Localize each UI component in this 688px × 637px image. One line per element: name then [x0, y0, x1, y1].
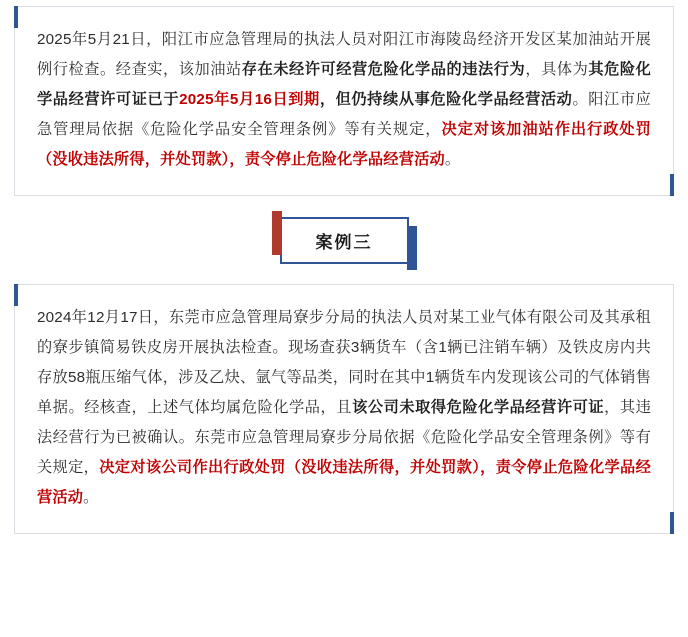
case-three-card — [14, 284, 674, 534]
body-text: ，具体为 — [525, 61, 589, 78]
document-page — [0, 6, 688, 637]
case-two-card — [14, 6, 674, 196]
case-banner — [280, 217, 409, 264]
card-accent-top-left — [14, 284, 18, 306]
body-text: 。阳江市应急管理局依据《危险化学品安全管理条例》等有关规定， — [37, 91, 652, 138]
case-banner-wrap — [0, 196, 688, 284]
case-three-paragraph — [37, 303, 651, 513]
body-text: 。 — [444, 151, 461, 168]
emphasis-bold: 其危险化学品经营许可证已于 — [37, 61, 651, 108]
body-text: 2024年12月17日，东莞市应急管理局寮步分局的执法人员对某工业气体有限公司及其承租的寮步镇简易铁皮房开展执法检查。现场查获3辆货车（含1辆已注销车辆）及铁皮房内共存放58瓶压缩气体，涉及乙炔、氩气等品类，同时在其中1辆货车内发现该公司的气体销售单据。经核查，上述气体均属危险化学品，且 — [37, 309, 651, 416]
banner-tab-blue — [407, 226, 417, 270]
case-two-paragraph — [37, 25, 651, 175]
card-accent-top-left — [14, 6, 18, 28]
emphasis-red: 决定对该公司作出行政处罚（没收违法所得，并处罚款），责令停止危险化学品经营活动 — [37, 459, 651, 506]
body-text: 。 — [83, 489, 99, 506]
emphasis-bold: ，但仍持续从事危险化学品经营活动 — [319, 91, 573, 108]
emphasis-bold: 存在未经许可经营危险化学品的违法行为 — [241, 61, 526, 78]
card-accent-bottom-right — [670, 174, 674, 196]
body-text: ，其违法经营行为已被确认。东莞市应急管理局寮步分局依据《危险化学品安全管理条例》等有关规定， — [37, 399, 652, 476]
body-text: 2025年5月21日，阳江市应急管理局的执法人员对阳江市海陵岛经济开发区某加油站开展例行检查。经查实，该加油站 — [37, 31, 651, 78]
banner-tab-red — [272, 211, 282, 255]
emphasis-red: 决定对该加油站作出行政处罚（没收违法所得，并处罚款），责令停止危险化学品经营活动 — [37, 121, 651, 168]
emphasis-red: 2025年5月16日到期 — [179, 91, 320, 108]
case-banner-label: 案例三 — [315, 232, 373, 252]
emphasis-bold: 该公司未取得危险化学品经营许可证 — [352, 399, 605, 416]
card-accent-bottom-right — [670, 512, 674, 534]
